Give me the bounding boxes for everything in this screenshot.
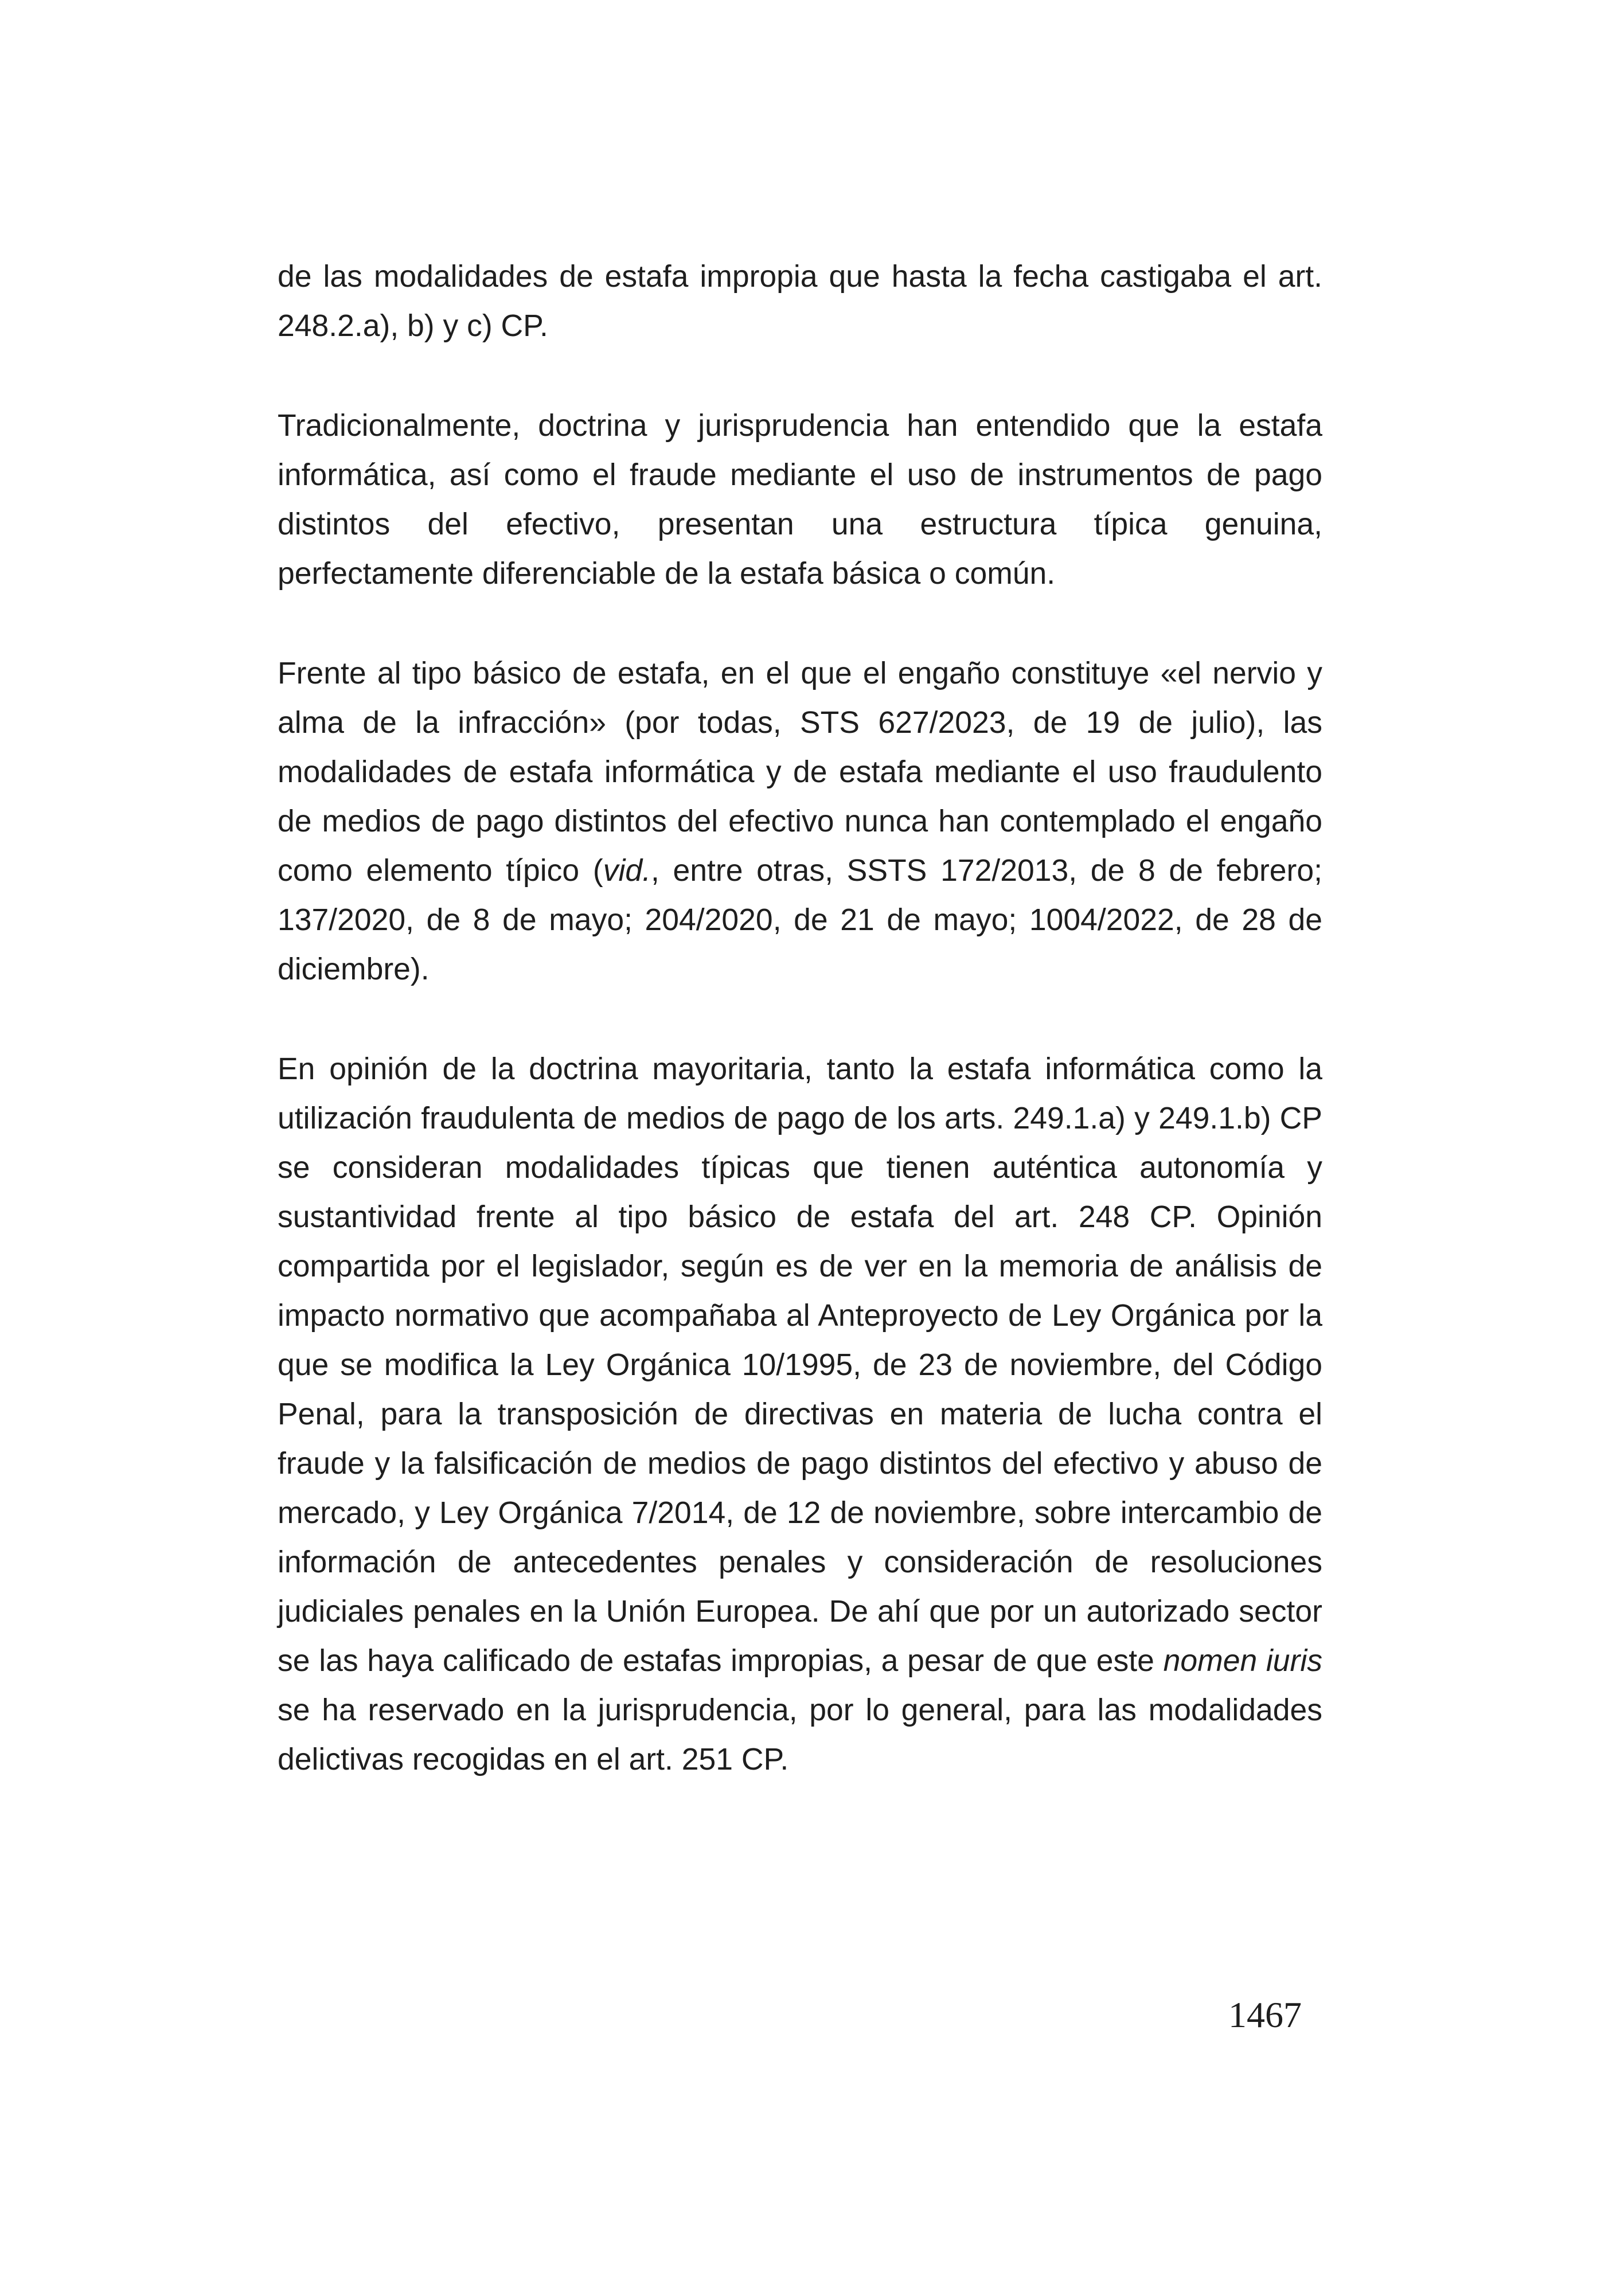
paragraph-4-italic-nomen-iuris: nomen iuris [1163, 1644, 1323, 1678]
paragraph-3-text-before: Frente al tipo básico de estafa, en el que el engaño constituye «el nervio y alma de la infracción» (por todas, STS 627/2023, de 19 de julio), las modalidades de estafa informática y de estafa mediante el uso fraudulento de medios de pago distintos del efectivo nunca han contemplado el engaño como elemento típico ( [278, 657, 1322, 888]
paragraph-4 [278, 1045, 1322, 1785]
paragraph-4-text-after: se ha reservado en la jurisprudencia, por lo general, para las modalidades delictivas recogidas en el art. 251 CP. [278, 1693, 1322, 1776]
body-text [278, 252, 1322, 1785]
paragraph-3-italic-vid: vid. [603, 854, 651, 888]
paragraph-4-text-before: En opinión de la doctrina mayoritaria, tanto la estafa informática como la utilización fraudulenta de medios de pago de los arts. 249.1.a) y 249.1.b) CP se consideran modalidades típicas que tienen auténtica autonomía y sustantividad frente al tipo básico de estafa del art. 248 CP. Opinión compartida por el legislador, según es de ver en la memoria de análisis de impacto normativo que acompañaba al Anteproyecto de Ley Orgánica por la que se modifica la Ley Orgánica 10/1995, de 23 de noviembre, del Código Penal, para la transposición de directivas en materia de lucha contra el fraude y la falsificación de medios de pago distintos del efectivo y abuso de mercado, y Ley Orgánica 7/2014, de 12 de noviembre, sobre intercambio de información de antecedentes penales y consideración de resoluciones judiciales penales en la Unión Europea. De ahí que por un autorizado sector se las haya calificado de estafas impropias, a pesar de que este [278, 1052, 1322, 1678]
paragraph-2: Tradicionalmente, doctrina y jurisprudencia han entendido que la estafa informática, así como el fraude mediante el uso de instrumentos de pago distintos del efectivo, presentan una estructura típica genuina, perfectamente diferenciable de la estafa básica o común. [278, 409, 1322, 591]
paragraph-3 [278, 649, 1322, 994]
paragraph-1: de las modalidades de estafa impropia que hasta la fecha castigaba el art. 248.2.a), b) y c) CP. [278, 260, 1322, 343]
page-number: 1467 [1228, 1994, 1302, 2035]
paragraph-3-text-after: , entre otras, SSTS 172/2013, de 8 de febrero; 137/2020, de 8 de mayo; 204/2020, de 21 de mayo; 1004/2022, de 28 de diciembre). [278, 854, 1322, 986]
